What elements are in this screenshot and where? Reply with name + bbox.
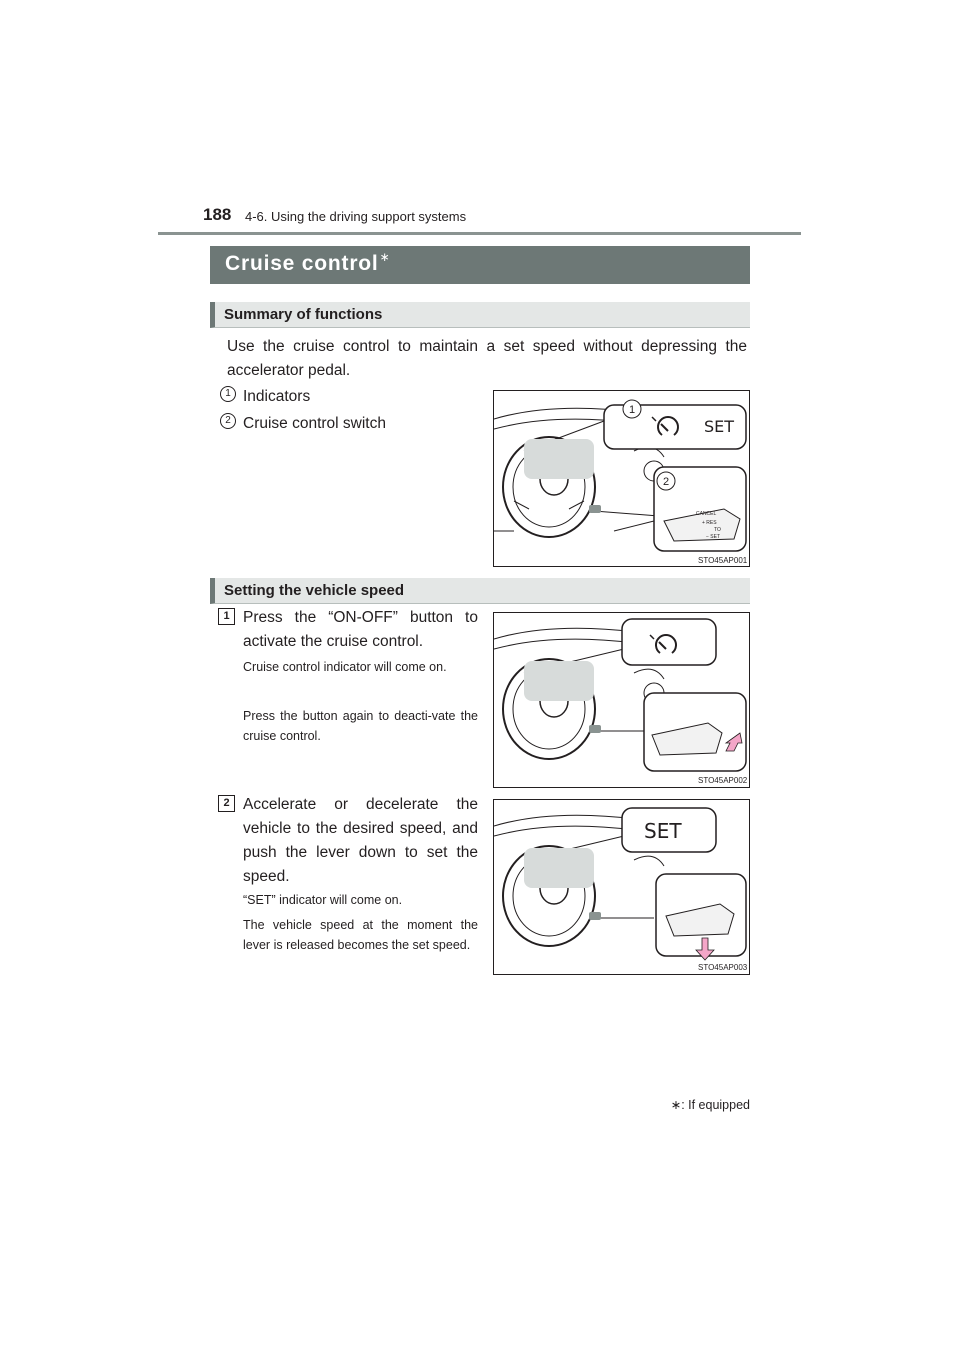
step-2-note-1: “SET” indicator will come on. [243, 893, 403, 907]
lever-set-label: − SET [706, 534, 721, 540]
item-number-2: 2 [220, 413, 236, 429]
equipped-marker: ∗ [379, 250, 391, 264]
lever-res-label: + RES [702, 520, 717, 526]
footnote-marker: ∗ [670, 1098, 682, 1112]
setting-heading: Setting the vehicle speed [224, 582, 405, 599]
set-indicator-text-2: SET [644, 819, 682, 843]
callout-number-1: 1 [629, 404, 636, 416]
step-1-note-2: Press the button again to deacti-vate the cruise control. [243, 709, 478, 743]
cockpit-drawing-3 [494, 800, 749, 974]
illustration-code-2: STO45AP002 [698, 776, 748, 785]
illustration-code-1: STO45AP001 [698, 556, 748, 565]
illustration-summary [493, 390, 750, 567]
page-number: 188 [203, 205, 232, 224]
section-title-bar [210, 246, 750, 284]
step-1-note-1: Cruise control indicator will come on. [243, 660, 447, 674]
cockpit-drawing-1 [494, 391, 749, 566]
step-number-1: 1 [218, 608, 235, 625]
chapter-title: 4-6. Using the driving support systems [245, 209, 467, 224]
illustration-code-3: STO45AP003 [698, 963, 748, 972]
setting-heading-bar [210, 578, 750, 604]
illustration-step-1 [493, 612, 750, 788]
page-title-text: Cruise control [225, 252, 379, 275]
summary-heading: Summary of functions [224, 306, 383, 323]
step-number-2: 2 [218, 795, 235, 812]
step-2-note-2: The vehicle speed at the moment the lever is released becomes the set speed. [243, 918, 478, 952]
item-label-indicators: Indicators [243, 388, 311, 405]
footnote-text: : If equipped [681, 1098, 750, 1112]
cockpit-drawing-2 [494, 613, 749, 787]
item-label-cruise-switch: Cruise control switch [243, 415, 386, 432]
lever-cancel-label: CANCEL [696, 511, 717, 517]
step-1-main: Press the “ON-OFF” button to activate the cruise control. [243, 609, 478, 650]
set-indicator-text-1: SET [704, 417, 735, 436]
header-rule [158, 232, 801, 235]
page-title [225, 252, 390, 276]
step-2-main: Accelerate or decelerate the vehicle to the desired speed, and push the lever down to set the speed. [243, 796, 478, 885]
illustration-step-2 [493, 799, 750, 975]
callout-number-2: 2 [663, 476, 670, 488]
item-number-1: 1 [220, 386, 236, 402]
lever-to-label: TO [714, 527, 721, 533]
summary-heading-bar [210, 302, 750, 328]
summary-intro: Use the cruise control to maintain a set speed without depressing the accelerator pedal. [227, 338, 747, 379]
footnote [620, 1097, 750, 1112]
